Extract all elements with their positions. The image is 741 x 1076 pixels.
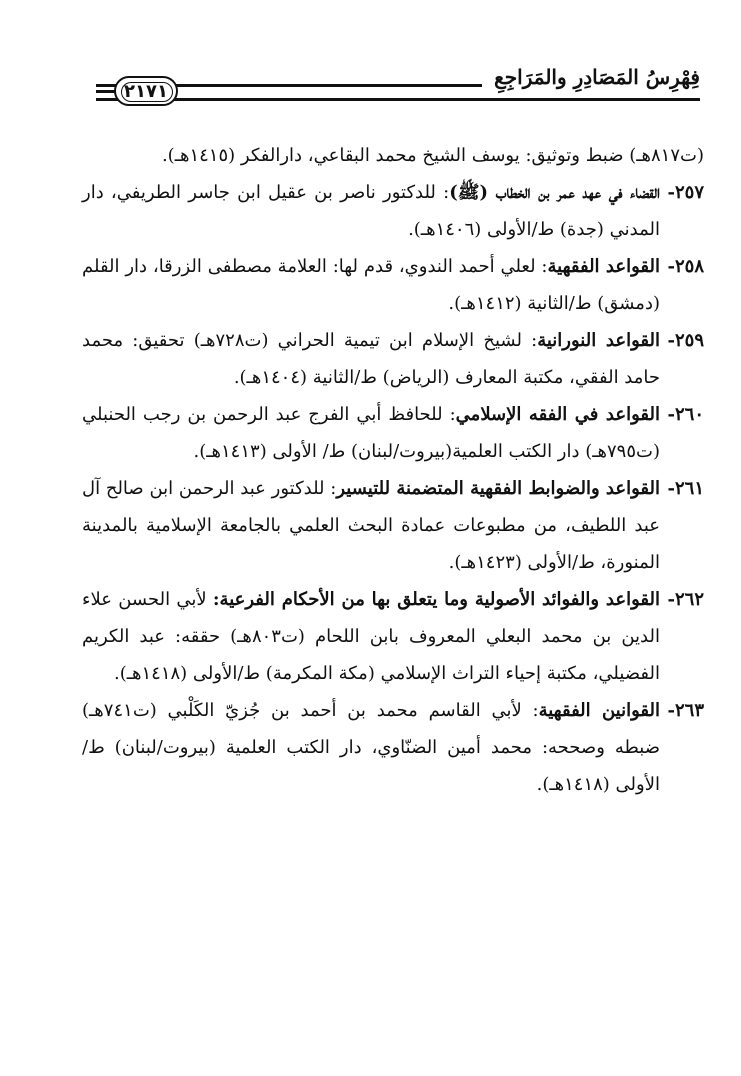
reference-number-257: ٢٥٧- bbox=[667, 182, 704, 203]
reference-entry-258 bbox=[82, 248, 704, 322]
page-number-badge bbox=[114, 76, 178, 106]
page-number: ٢١٧١ bbox=[124, 80, 168, 102]
reference-entry-263 bbox=[82, 692, 704, 803]
reference-title-263: القوانين الفقهية bbox=[538, 700, 660, 721]
reference-entry-262 bbox=[82, 581, 704, 692]
reference-entry-259 bbox=[82, 322, 704, 396]
page-header bbox=[96, 66, 700, 116]
continued-reference-text: (ت٨١٧هـ) ضبط وتوثيق: يوسف الشيخ محمد البقاعي، دارالفكر (١٤١٥هـ). bbox=[161, 145, 704, 166]
reference-title-261: القواعد والضوابط الفقهية المتضمنة للتيسير bbox=[336, 478, 660, 499]
reference-number-261: ٢٦١- bbox=[667, 478, 704, 499]
reference-title-260: القواعد في الفقه الإسلامي bbox=[455, 404, 660, 425]
reference-body-262: لأبي الحسن علاء الدين بن محمد البعلي المعروف بابن اللحام (ت٨٠٣هـ) حققه: عبد الكريم الفضيلي، مكتبة إحياء التراث الإسلامي (مكة المكرمة) ط/الأولى (١٤١٨هـ). bbox=[82, 589, 660, 684]
reference-number-260: ٢٦٠- bbox=[667, 404, 704, 425]
header-left-rule-stub bbox=[96, 90, 116, 93]
reference-title-259: القواعد النورانية bbox=[537, 330, 660, 351]
reference-number-259: ٢٥٩- bbox=[667, 330, 704, 351]
reference-body-260: : للحافظ أبي الفرج عبد الرحمن بن رجب الحنبلي (ت٧٩٥هـ) دار الكتب العلمية(بيروت/لبنان) ط/ الأولى (١٤١٣هـ). bbox=[82, 404, 660, 462]
reference-title-262: القواعد والفوائد الأصولية وما يتعلق بها من الأحكام الفرعية: bbox=[212, 589, 660, 610]
reference-entry-257 bbox=[82, 174, 704, 248]
reference-entry-261 bbox=[82, 470, 704, 581]
reference-body-261: : للدكتور عبد الرحمن ابن صالح آل عبد اللطيف، من مطبوعات عمادة البحث العلمي بالجامعة الإسلامية بالمدينة المنورة، ط/الأولى (١٤٢٣هـ). bbox=[82, 478, 660, 573]
reference-body-258: : لعلي أحمد الندوي، قدم لها: العلامة مصطفى الزرقا، دار القلم (دمشق) ط/الثانية (١٤١٢هـ). bbox=[82, 256, 660, 314]
reference-number-263: ٢٦٣- bbox=[667, 700, 704, 721]
reference-number-258: ٢٥٨- bbox=[667, 256, 704, 277]
reference-title-257: القضاء في عهد عمر بن الخطاب (ﷺ) bbox=[449, 182, 660, 203]
reference-body-259: : لشيخ الإسلام ابن تيمية الحراني (ت٧٢٨هـ) تحقيق: محمد حامد الفقي، مكتبة المعارف (الرياض) ط/الثانية (١٤٠٤هـ). bbox=[82, 330, 660, 388]
header-bottom-rule bbox=[96, 98, 700, 101]
reference-number-262: ٢٦٢- bbox=[667, 589, 704, 610]
references-page-content bbox=[82, 137, 704, 803]
reference-body-257: : للدكتور ناصر بن عقيل ابن جاسر الطريفي، دار المدني (جدة) ط/الأولى (١٤٠٦هـ). bbox=[82, 182, 660, 240]
reference-title-258: القواعد الفقهية bbox=[547, 256, 661, 277]
running-title: فِهْرِسُ المَصَادِرِ والمَرَاجِعِ bbox=[482, 66, 700, 88]
reference-entry-260 bbox=[82, 396, 704, 470]
reference-body-263: : لأبي القاسم محمد بن أحمد بن جُزيّ الكَلْبي (ت٧٤١هـ) ضبطه وصححه: محمد أمين الضنّاوي، دار الكتب العلمية (بيروت/لبنان) ط/الأولى (١٤١٨هـ). bbox=[82, 700, 660, 795]
